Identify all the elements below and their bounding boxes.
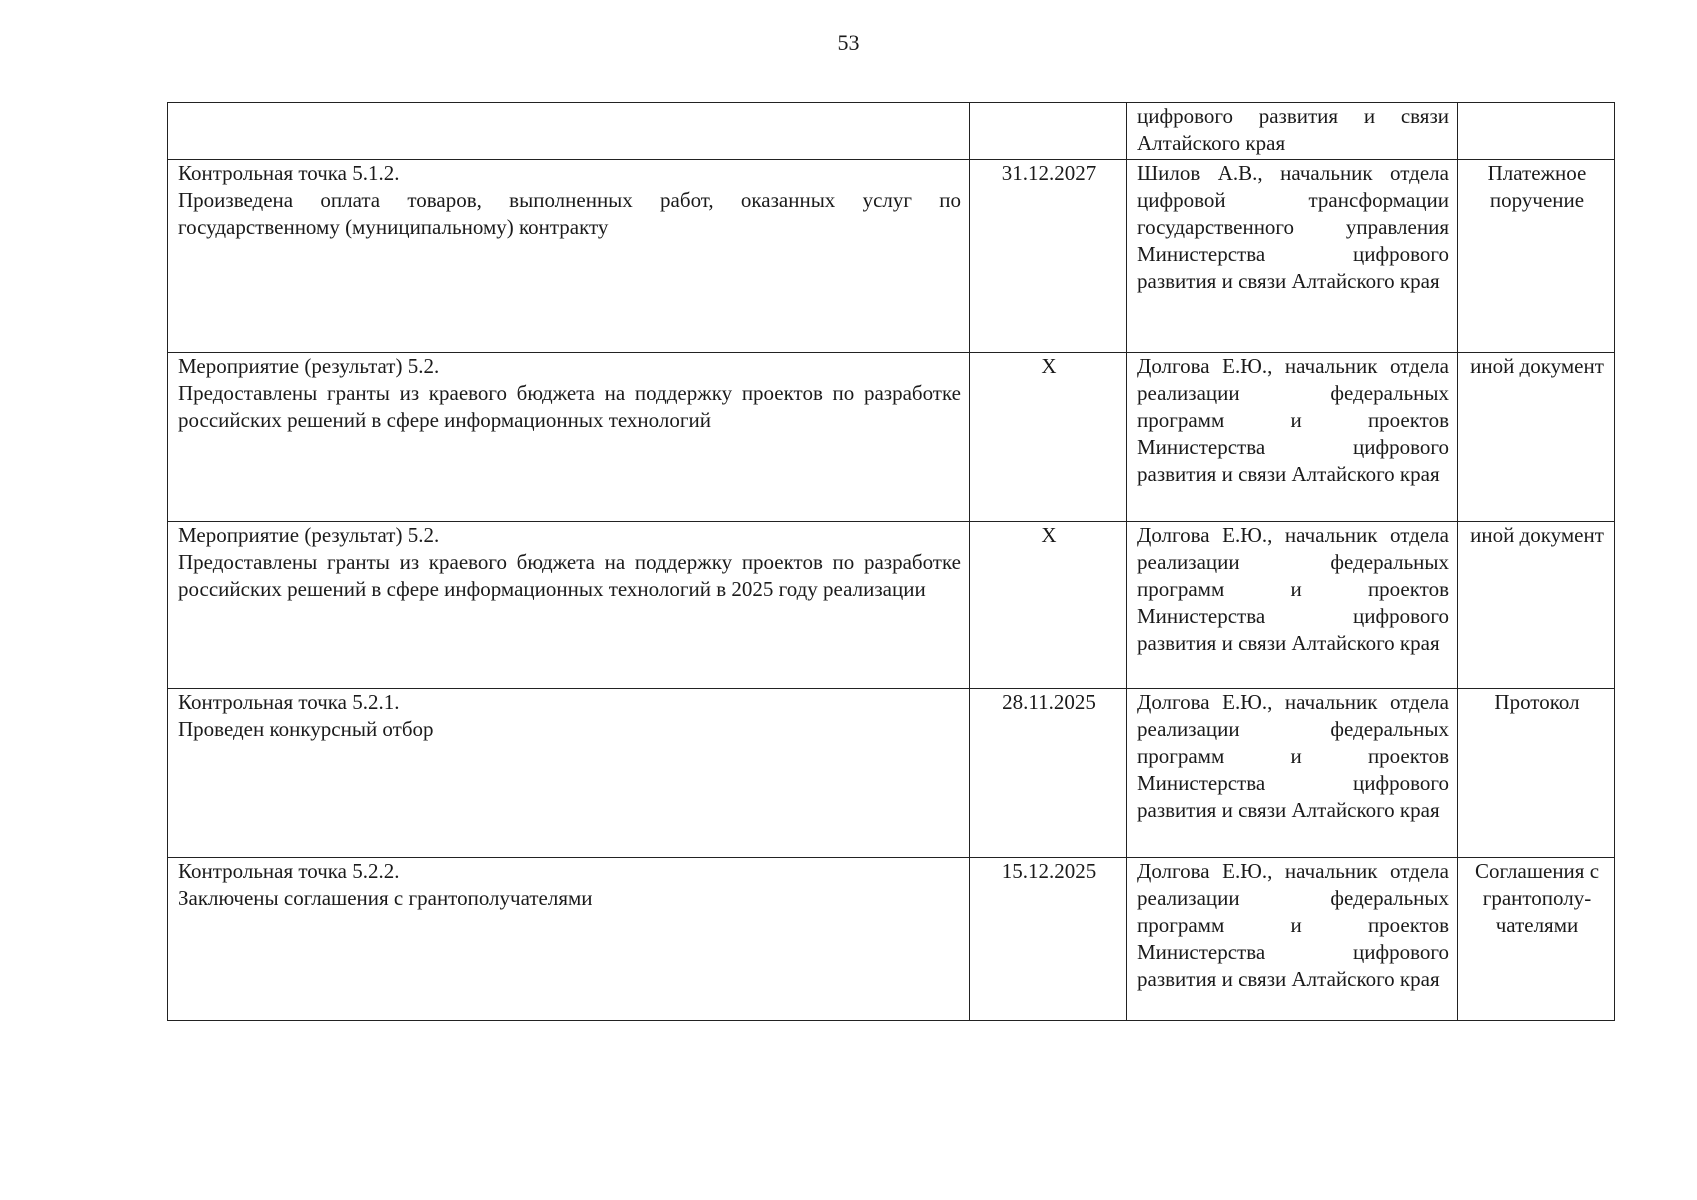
task-cell xyxy=(168,353,970,522)
due-date: Х xyxy=(970,353,1127,522)
task-title: Контрольная точка 5.1.2. xyxy=(178,161,400,185)
responsible-person: Долгова Е.Ю., начальник отдела реализации федеральных программ и проектов Министерства цифрового развития и связи Алтайского края xyxy=(1127,522,1458,689)
responsible-person: Долгова Е.Ю., начальник отдела реализации федеральных программ и проектов Министерства цифрового развития и связи Алтайского края xyxy=(1127,689,1458,858)
document-type: Протокол xyxy=(1458,689,1615,858)
responsible-person: Долгова Е.Ю., начальник отдела реализации федеральных программ и проектов Министерства цифрового развития и связи Алтайского края xyxy=(1127,353,1458,522)
table-row xyxy=(168,103,1615,160)
responsible-person: Шилов А.В., начальник отдела цифровой трансформации государственного управления Министерства цифрового развития и связи Алтайского края xyxy=(1127,160,1458,353)
responsible-person: цифрового развития и связи Алтайского края xyxy=(1127,103,1458,160)
document-type: иной документ xyxy=(1458,522,1615,689)
plan-table xyxy=(167,102,1615,1021)
table-row xyxy=(168,160,1615,353)
document-type: иной документ xyxy=(1458,353,1615,522)
responsible-person: Долгова Е.Ю., начальник отдела реализации федеральных программ и проектов Министерства цифрового развития и связи Алтайского края xyxy=(1127,858,1458,1021)
task-title: Контрольная точка 5.2.2. xyxy=(178,859,400,883)
document-type xyxy=(1458,103,1615,160)
task-text: Проведен конкурсный отбор xyxy=(178,717,434,741)
task-text: Предоставлены гранты из краевого бюджета на поддержку проектов по разработке российских решений в сфере информационных технологий xyxy=(178,381,961,432)
due-date: Х xyxy=(970,522,1127,689)
task-cell xyxy=(168,522,970,689)
task-cell xyxy=(168,160,970,353)
document-type: Платежное поручение xyxy=(1458,160,1615,353)
due-date: 15.12.2025 xyxy=(970,858,1127,1021)
table-row xyxy=(168,522,1615,689)
table-row xyxy=(168,689,1615,858)
table-row xyxy=(168,353,1615,522)
task-text: Предоставлены гранты из краевого бюджета на поддержку проектов по разработке российских решений в сфере информационных технологий в 2025 году реализации xyxy=(178,550,961,601)
task-cell xyxy=(168,689,970,858)
document-type: Соглашения с грантополу-чателями xyxy=(1458,858,1615,1021)
table-row xyxy=(168,858,1615,1021)
task-cell xyxy=(168,858,970,1021)
task-cell xyxy=(168,103,970,160)
task-title: Контрольная точка 5.2.1. xyxy=(178,690,400,714)
task-title: Мероприятие (результат) 5.2. xyxy=(178,354,440,378)
due-date: 31.12.2027 xyxy=(970,160,1127,353)
task-title: Мероприятие (результат) 5.2. xyxy=(178,523,440,547)
due-date: 28.11.2025 xyxy=(970,689,1127,858)
due-date xyxy=(970,103,1127,160)
task-text: Заключены соглашения с грантополучателями xyxy=(178,886,593,910)
task-text: Произведена оплата товаров, выполненных работ, оказанных услуг по государственному (муниципальному) контракту xyxy=(178,188,961,239)
page-number: 53 xyxy=(837,30,860,55)
